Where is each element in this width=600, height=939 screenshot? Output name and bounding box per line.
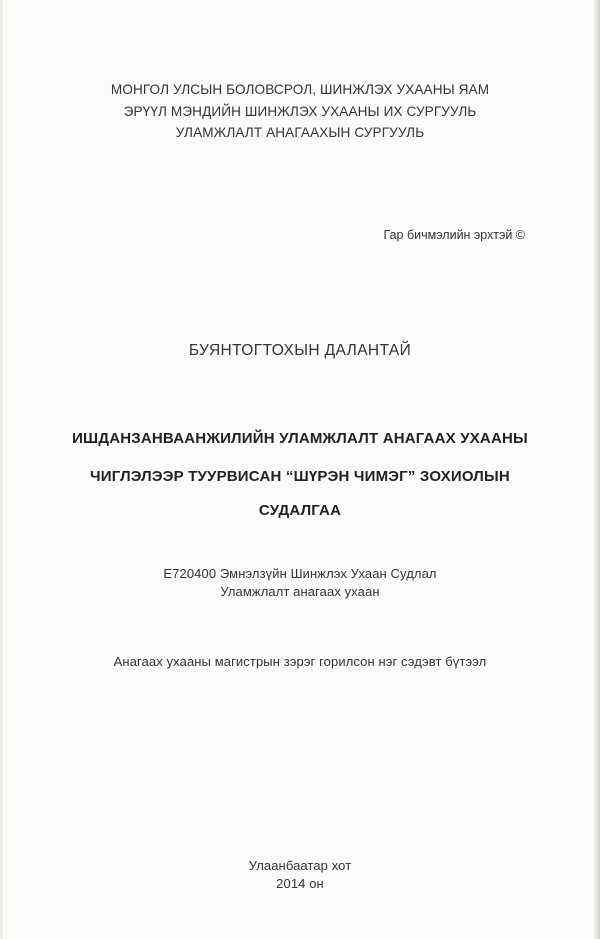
thesis-title-line-3: СУДАЛГАА <box>258 502 342 519</box>
university-name: ЭРҮҮЛ МЭНДИЙН ШИНЖЛЭХ УХААНЫ ИХ СУРГУУЛЬ <box>123 104 477 119</box>
city: Улаанбаатар хот <box>248 858 352 873</box>
author-name: БУЯНТОГТОХЫН ДАЛАНТАЙ <box>188 342 412 359</box>
specialty-code: Е720400 Эмнэлзүйн Шинжлэх Ухаан Судлал <box>163 566 437 581</box>
school-name: УЛАМЖЛАЛТ АНАГААХЫН СУРГУУЛЬ <box>175 125 425 140</box>
ministry-name: МОНГОЛ УЛСЫН БОЛОВСРОЛ, ШИНЖЛЭХ УХААНЫ ЯАМ <box>110 82 490 97</box>
thesis-title-line-1: ИШДАНЗАНВААНЖИЛИЙН УЛАМЖЛАЛТ АНАГААХ УХААНЫ <box>72 430 528 447</box>
degree-statement: Анагаах ухааны магистрын зэрэг горилсон нэг сэдэвт бүтээл <box>113 654 487 669</box>
thesis-title-line-2: ЧИГЛЭЛЭЭР ТУУРВИСАН “ШҮРЭН ЧИМЭГ” ЗОХИОЛЫН <box>90 468 510 485</box>
specialty-field: Уламжлалт анагаах ухаан <box>220 584 380 599</box>
copyright-note: Гар бичмэлийн эрхтэй © <box>383 228 525 242</box>
year: 2014 он <box>276 876 324 891</box>
